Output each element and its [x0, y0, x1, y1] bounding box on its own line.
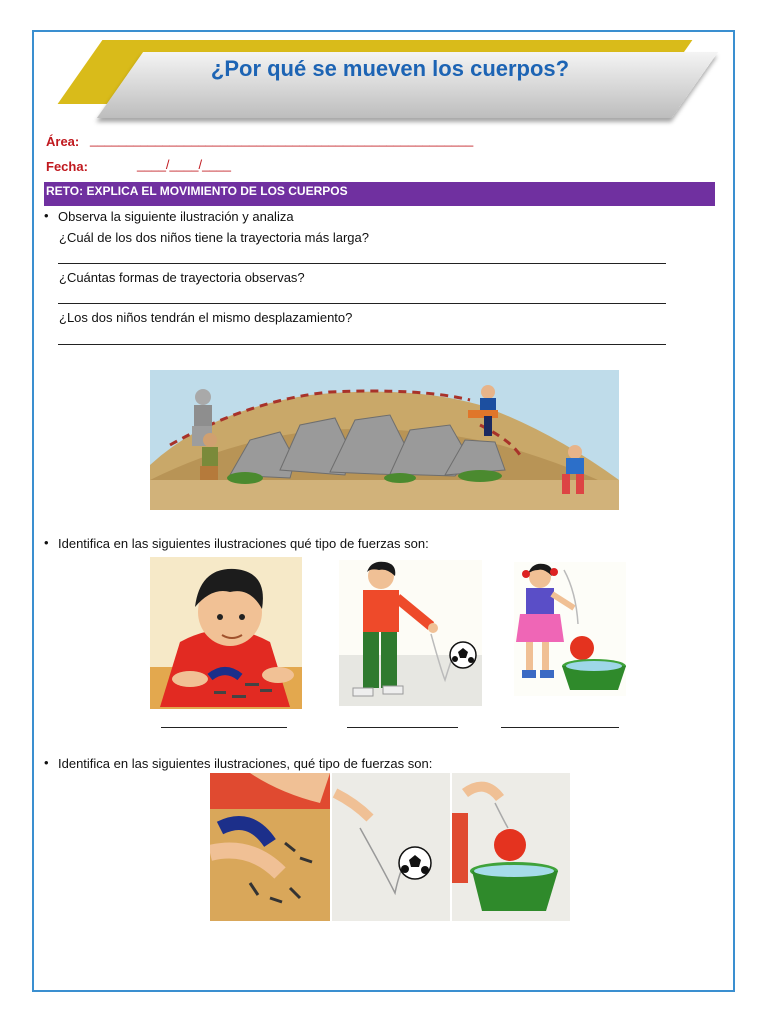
bullet-icon: •	[44, 755, 49, 770]
trajectory-illustration	[150, 370, 619, 510]
answer-line-magnet[interactable]	[161, 727, 287, 728]
section3-instruction: Identifica en las siguientes ilustraciones, qué tipo de fuerzas son:	[58, 756, 433, 771]
question-1: ¿Cuál de los dos niños tiene la trayectoria más larga?	[59, 230, 369, 245]
reto-heading: RETO: EXPLICA EL MOVIMIENTO DE LOS CUERPOS	[44, 182, 715, 206]
area-blank: _____________________________________________________	[90, 132, 474, 147]
fecha-blank: ____/____/____	[137, 157, 231, 172]
question-3: ¿Los dos niños tendrán el mismo desplazamiento?	[59, 310, 353, 325]
answer-line-1[interactable]	[58, 263, 666, 264]
answer-line-girl-ball[interactable]	[501, 727, 619, 728]
area-label: Área:	[46, 134, 80, 149]
fecha-label: Fecha:	[46, 159, 88, 174]
answer-line-3[interactable]	[58, 344, 666, 345]
bullet-icon: •	[44, 535, 49, 550]
answer-line-2[interactable]	[58, 303, 666, 304]
boy-magnet-illustration	[150, 557, 302, 709]
boy-ball-illustration	[339, 560, 482, 706]
forces-panels-illustration	[210, 773, 570, 921]
answer-line-ball[interactable]	[347, 727, 458, 728]
section2-instruction: Identifica en las siguientes ilustraciones qué tipo de fuerzas son:	[58, 536, 429, 551]
question-2: ¿Cuántas formas de trayectoria observas?	[59, 270, 305, 285]
page-title: ¿Por qué se mueven los cuerpos?	[210, 56, 570, 81]
section1-instruction: Observa la siguiente ilustración y analiza	[58, 209, 294, 224]
bullet-icon: •	[44, 208, 49, 223]
girl-ball-illustration	[514, 562, 626, 696]
